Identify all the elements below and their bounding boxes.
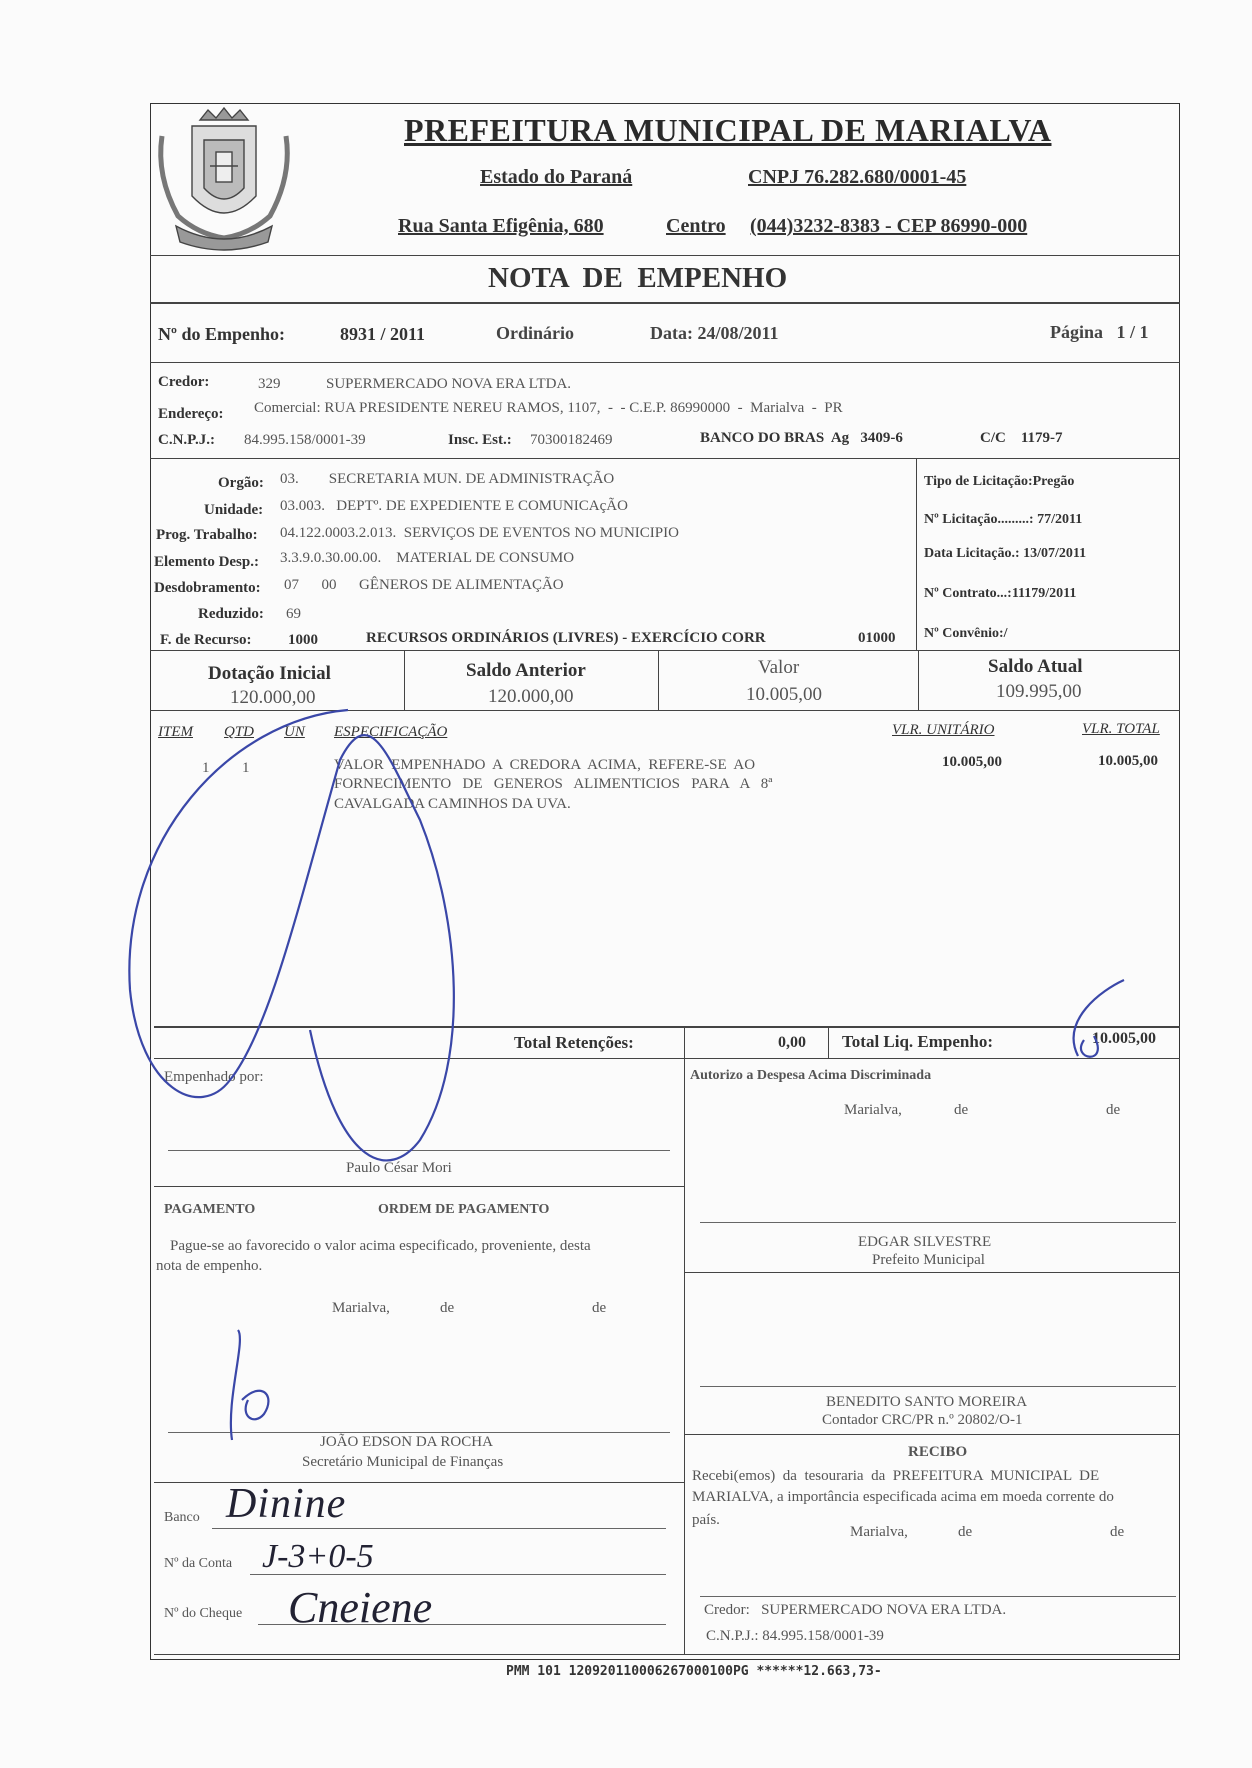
recibo-label: RECIBO <box>908 1444 968 1460</box>
prog-value: 04.122.0003.2.013. SERVIÇOS DE EVENTOS NO MUNICIPIO <box>280 525 679 541</box>
elemento-label: Elemento Desp.: <box>154 554 259 570</box>
col-qtd: QTD <box>224 724 255 740</box>
item-vlr-total: 10.005,00 <box>1098 753 1158 769</box>
empenho-label: Nº do Empenho: <box>158 324 285 344</box>
unidade-label: Unidade: <box>204 502 264 518</box>
unidade-value: 03.003. DEPTº. DE EXPEDIENTE E COMUNICAçÃO <box>280 498 628 514</box>
recurso-label: F. de Recurso: <box>160 632 252 648</box>
autorizo-de2: de <box>1106 1102 1121 1118</box>
pagamento-label: PAGAMENTO <box>164 1202 256 1217</box>
recibo-cnpj: C.N.P.J.: 84.995.158/0001-39 <box>706 1628 884 1644</box>
data-licitacao: Data Licitação.: 13/07/2011 <box>924 546 1087 561</box>
conta-label: Nº da Conta <box>164 1556 233 1571</box>
phone-cep-label: (044)3232-8383 - CEP 86990-000 <box>750 215 1028 237</box>
elemento-value: 3.3.9.0.30.00.00. MATERIAL DE CONSUMO <box>280 550 575 566</box>
retencoes-label: Total Retenções: <box>514 1033 634 1052</box>
orgao-value: 03. SECRETARIA MUN. DE ADMINISTRAÇÃO <box>280 471 615 487</box>
recibo-credor: Credor: SUPERMERCADO NOVA ERA LTDA. <box>704 1602 1007 1618</box>
desdobramento-value: 07 00 GÊNEROS DE ALIMENTAÇÃO <box>284 577 564 593</box>
prefeito-name: EDGAR SILVESTRE <box>858 1234 992 1250</box>
recibo-text-1: Recebi(emos) da tesouraria da PREFEITURA MUNICIPAL DE <box>692 1468 1100 1484</box>
item-vlr-unitario: 10.005,00 <box>942 754 1002 770</box>
recibo-text-3: país. <box>692 1512 720 1528</box>
credor-code: 329 <box>258 376 281 392</box>
retencoes-value: 0,00 <box>778 1034 806 1051</box>
numero-licitacao: Nº Licitação.........: 77/2011 <box>924 512 1083 527</box>
numero-contrato: Nº Contrato...:11179/2011 <box>924 586 1077 601</box>
item-spec-line2: FORNECIMENTO DE GENEROS ALIMENTICIOS PARA A 8ª <box>334 776 773 792</box>
secretario-role: Secretário Municipal de Finanças <box>302 1454 504 1470</box>
reduzido-label: Reduzido: <box>198 606 264 622</box>
page-number: Página 1 / 1 <box>1050 322 1149 342</box>
recibo-de1: de <box>958 1524 973 1540</box>
prefeito-role: Prefeito Municipal <box>872 1252 985 1268</box>
pagamento-de2: de <box>592 1300 607 1316</box>
banco-label: Banco <box>164 1510 200 1525</box>
dotacao-label: Dotação Inicial <box>208 663 331 684</box>
item-number: 1 <box>202 760 210 776</box>
recibo-text-2: MARIALVA, a importância especificada acima em moeda corrente do <box>692 1489 1114 1505</box>
saldo-atual-value: 109.995,00 <box>996 681 1082 702</box>
endereco-value: Comercial: RUA PRESIDENTE NEREU RAMOS, 1107, - - C.E.P. 86990000 - Marialva - PR <box>254 400 843 416</box>
item-spec-line3: CAVALGADA CAMINHOS DA UVA. <box>334 796 571 812</box>
cnpj-label: C.N.P.J.: <box>158 432 215 448</box>
empenhado-name: Paulo César Mori <box>346 1160 452 1176</box>
ordem-pagamento-label: ORDEM DE PAGAMENTO <box>378 1202 550 1217</box>
credor-name: SUPERMERCADO NOVA ERA LTDA. <box>326 376 572 392</box>
contador-role: Contador CRC/PR n.º 20802/O-1 <box>822 1412 1023 1428</box>
nota-de-empenho-title: NOTA DE EMPENHO <box>488 262 788 294</box>
cheque-handwritten: Cneiene <box>288 1583 433 1632</box>
district-label: Centro <box>666 215 726 237</box>
col-especificacao: ESPECIFICAÇÃO <box>334 724 448 740</box>
empenho-date: Data: 24/08/2011 <box>650 323 779 343</box>
reduzido-value: 69 <box>286 606 301 622</box>
state-label: Estado do Paraná <box>480 166 633 188</box>
saldo-anterior-label: Saldo Anterior <box>466 660 586 681</box>
pagamento-text-1: Pague-se ao favorecido o valor acima especificado, proveniente, desta <box>170 1238 591 1254</box>
col-item: ITEM <box>158 724 193 740</box>
insc-label: Insc. Est.: <box>448 432 512 448</box>
cc-info: C/C 1179-7 <box>980 430 1063 446</box>
valor-label: Valor <box>758 657 800 678</box>
recurso-desc: RECURSOS ORDINÁRIOS (LIVRES) - EXERCÍCIO CORR <box>366 630 766 646</box>
liq-empenho-label: Total Liq. Empenho: <box>842 1032 993 1051</box>
orgao-label: Orgão: <box>218 475 264 491</box>
item-qtd: 1 <box>242 760 250 776</box>
bank-info: BANCO DO BRAS Ag 3409-6 <box>700 430 903 446</box>
banco-handwritten: Dinine <box>226 1481 347 1527</box>
credor-label: Credor: <box>158 374 210 390</box>
tipo-licitacao: Tipo de Licitação:Pregão <box>924 474 1075 489</box>
recurso-code: 1000 <box>288 632 318 648</box>
conta-handwritten: J-3+0-5 <box>262 1538 374 1575</box>
dotacao-value: 120.000,00 <box>230 687 316 708</box>
cheque-label: Nº do Cheque <box>164 1606 243 1621</box>
recibo-de2: de <box>1110 1524 1125 1540</box>
contador-name: BENEDITO SANTO MOREIRA <box>826 1394 1028 1410</box>
empenho-type: Ordinário <box>496 323 575 343</box>
prog-label: Prog. Trabalho: <box>156 527 258 543</box>
endereco-label: Endereço: <box>158 406 224 422</box>
col-un: UN <box>284 724 305 740</box>
autorizo-place: Marialva, <box>844 1102 902 1118</box>
pagamento-place: Marialva, <box>332 1300 390 1316</box>
insc-value: 70300182469 <box>530 432 613 448</box>
valor-value: 10.005,00 <box>746 684 822 705</box>
saldo-atual-label: Saldo Atual <box>988 656 1083 677</box>
autorizo-de1: de <box>954 1102 969 1118</box>
pagamento-text-2: nota de empenho. <box>156 1258 263 1274</box>
numero-convenio: Nº Convênio:/ <box>924 626 1008 641</box>
prefeitura-title: PREFEITURA MUNICIPAL DE MARIALVA <box>404 112 1052 148</box>
col-vlr-total: VLR. TOTAL <box>1082 721 1160 737</box>
pagamento-de1: de <box>440 1300 455 1316</box>
empenhado-label: Empenhado por: <box>164 1069 264 1085</box>
col-vlr-unitario: VLR. UNITÁRIO <box>892 722 995 738</box>
recurso-num: 01000 <box>858 630 896 646</box>
saldo-anterior-value: 120.000,00 <box>488 686 574 707</box>
cnpj-value: 84.995.158/0001-39 <box>244 432 366 448</box>
secretario-name: JOÃO EDSON DA ROCHA <box>320 1434 493 1450</box>
empenho-number: 8931 / 2011 <box>340 324 426 344</box>
item-spec-line1: VALOR EMPENHADO A CREDORA ACIMA, REFERE-SE AO <box>334 757 756 773</box>
address-label: Rua Santa Efigênia, 680 <box>398 215 604 237</box>
liq-empenho-value: 10.005,00 <box>1092 1030 1156 1047</box>
recibo-place: Marialva, <box>850 1524 908 1540</box>
desdobramento-label: Desdobramento: <box>154 580 261 596</box>
cnpj-header: CNPJ 76.282.680/0001-45 <box>748 166 967 188</box>
autorizo-label: Autorizo a Despesa Acima Discriminada <box>690 1068 932 1083</box>
footer-code: PMM 101 120920110006267000100PG ******12.663,73- <box>506 1664 882 1679</box>
